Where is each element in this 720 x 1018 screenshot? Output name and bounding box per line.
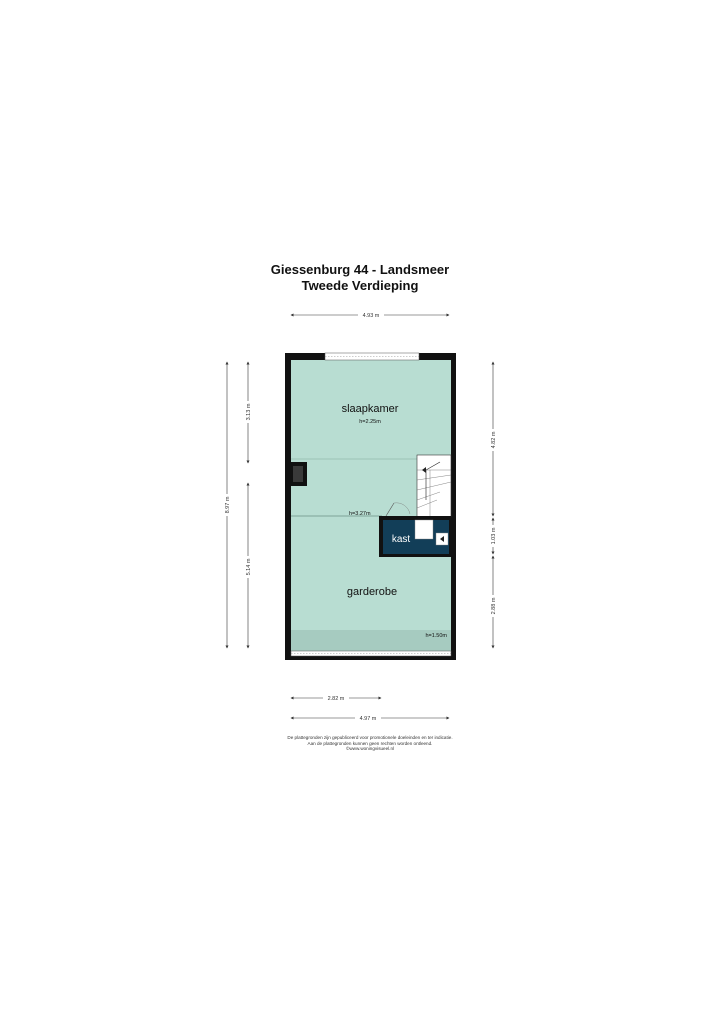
dimension-top-width <box>291 311 449 319</box>
window-bottom <box>291 651 451 656</box>
staircase <box>417 455 451 517</box>
dim-left-total-label: 8.97 m <box>225 496 231 514</box>
dim-left-upper-label: 3.13 m <box>246 403 252 421</box>
disclaimer-line: De plattegronden zijn gepubliceerd voor promotionele doeleinden en ter indicatie. <box>287 735 453 740</box>
plan-title: Giessenburg 44 - Landsmeer <box>270 262 450 277</box>
dim-right-upper-label: 4.82 m <box>491 431 497 449</box>
dimension-right-middle <box>488 518 498 554</box>
height-label-dressing: h=1.50m <box>425 633 447 639</box>
dimension-left-upper <box>243 362 253 463</box>
dim-bottom-partial-label: 2.82 m <box>327 696 345 702</box>
room-label-bedroom: slaapkamer <box>341 403 399 415</box>
dim-right-lower-label: 2.88 m <box>491 597 497 615</box>
dim-top-label: 4.93 m <box>362 313 380 319</box>
disclaimer-line: ©www.woningvisueel.nl <box>345 746 395 752</box>
chimney-shaft <box>289 462 307 486</box>
floor-name: Tweede Verdieping <box>301 278 419 293</box>
dimension-left-total <box>222 362 232 648</box>
dimension-bottom-total <box>291 714 449 722</box>
disclaimer <box>0 735 720 752</box>
dim-right-middle-label: 1.03 m <box>491 527 497 545</box>
dimension-bottom-partial <box>291 694 381 702</box>
closet <box>379 516 451 557</box>
disclaimer-line: Aan de plattegronden kunnen geen rechten worden ontleend. <box>307 740 433 746</box>
dimension-left-lower <box>243 483 253 648</box>
room-label-dressing: garderobe <box>346 586 398 598</box>
height-label-ridge: h=3.27m <box>349 511 371 517</box>
room-label-closet: kast <box>391 534 411 545</box>
dimension-right-upper <box>488 362 498 516</box>
dim-bottom-total-label: 4.97 m <box>359 716 377 722</box>
washbasin <box>415 520 433 539</box>
height-label-bedroom: h=2.25m <box>359 419 381 425</box>
dim-left-lower-label: 5.14 m <box>246 558 252 576</box>
window-top <box>325 353 419 360</box>
dimension-right-lower <box>488 556 498 648</box>
